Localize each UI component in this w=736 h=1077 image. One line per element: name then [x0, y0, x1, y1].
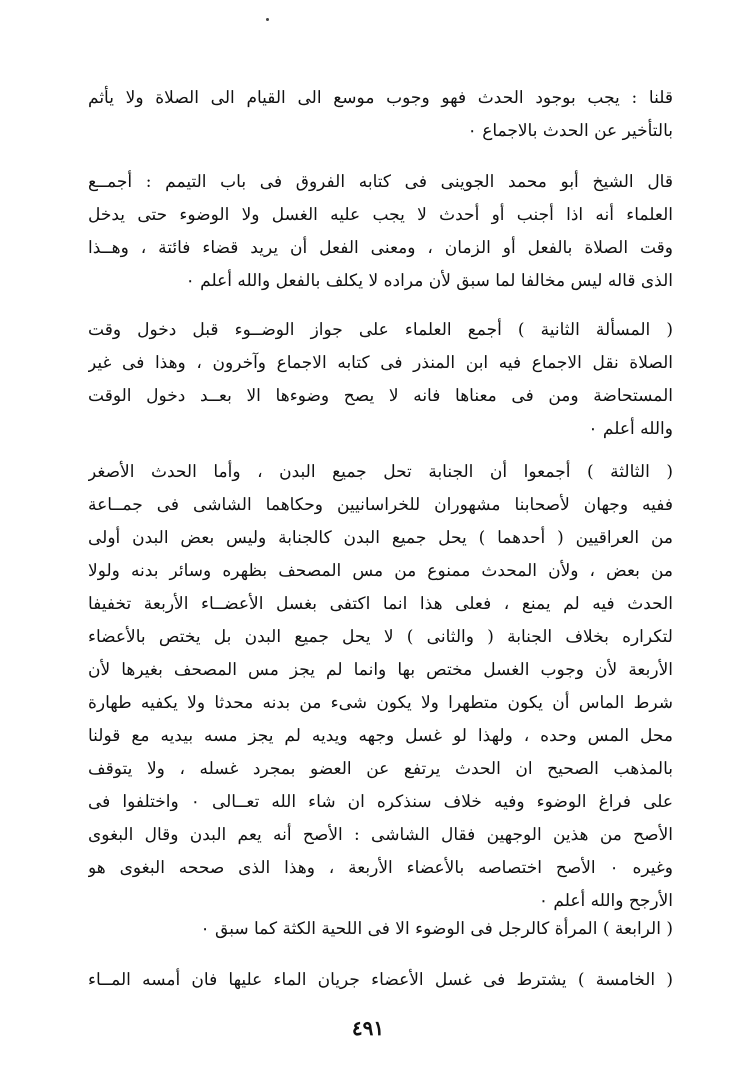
- paragraph-fourth-issue: [88, 913, 673, 946]
- text-line: على فراغ الوضوء وفيه خلاف سنذكره ان شاء الله تعــالى ٠ واختلفوا فى: [88, 792, 673, 812]
- paragraph-fifth-issue: [88, 964, 673, 997]
- text-line: الأربعة لأن وجوب الغسل مختص بها وانما لم يجز مس المصحف بغيرها لأن: [88, 660, 673, 680]
- text-line: ( الثالثة ) أجمعوا أن الجنابة تحل جميع البدن ، وأما الحدث الأصغر: [88, 462, 673, 482]
- text-line: بالتأخير عن الحدث بالاجماع ٠: [467, 121, 673, 141]
- text-line: ( الخامسة ) يشترط فى غسل الأعضاء جريان الماء عليها فان أمسه المــاء: [88, 970, 673, 990]
- page-number: ٤٩١: [351, 1016, 385, 1040]
- text-line: وغيره ٠ الأصح اختصاصه بالأعضاء الأربعة ، وهذا الذى صححه البغوى هو: [88, 858, 673, 878]
- print-speck: [266, 18, 269, 21]
- text-line: من بعض ، ولأن المحدث ممنوع من مس المصحف بظهره وسائر بدنه ولولا: [88, 561, 673, 581]
- paragraph-intro: [88, 82, 673, 148]
- text-line: الأرجح والله أعلم ٠: [538, 891, 673, 911]
- text-line: وقت الصلاة بالفعل أو الزمان ، ومعنى الفعل أن يريد قضاء فائتة ، وهــذا: [88, 238, 673, 258]
- paragraph-second-issue: [88, 314, 673, 446]
- text-line: المستحاضة ومن فى معناها فانه لا يصح وضوءها الا بعــد دخول الوقت: [88, 386, 673, 406]
- text-line: محل المس وحده ، ولهذا لو غسل وجهه ويديه لم يجز مسه بيديه مع قولنا: [88, 726, 673, 746]
- text-line: الحدث فيه لم يمنع ، فعلى هذا انما اكتفى بغسل الأعضــاء الأربعة تخفيفا: [88, 594, 673, 614]
- text-line: شرط الماس أن يكون متطهرا ولا يكون شىء من بدنه محدثا ولا يكفيه طهارة: [88, 693, 673, 713]
- text-line: الأصح من هذين الوجهين فقال الشاشى : الأصح أنه يعم البدن وقال البغوى: [88, 825, 673, 845]
- text-line: قال الشيخ أبو محمد الجوينى فى كتابه الفروق فى باب التيمم : أجمــع: [88, 172, 673, 192]
- paragraph-juwayni: [88, 166, 673, 298]
- text-line: قلنا : يجب بوجود الحدث فهو وجوب موسع الى القيام الى الصلاة ولا يأثم: [88, 88, 673, 108]
- text-line: ( المسألة الثانية ) أجمع العلماء على جواز الوضــوء قبل دخول وقت: [88, 320, 673, 340]
- text-line: الصلاة نقل الاجماع فيه ابن المنذر فى كتابه الاجماع وآخرون ، وهذا فى غير: [88, 353, 673, 373]
- text-line: الذى قاله ليس مخالفا لما سبق لأن مراده لا يكلف بالفعل والله أعلم ٠: [185, 271, 673, 291]
- paragraph-third-issue: [88, 456, 673, 918]
- text-line: بالمذهب الصحيح ان الحدث يرتفع عن العضو بمجرد غسله ، ولا يتوقف: [88, 759, 673, 779]
- text-line: من العراقيين ( أحدهما ) يحل جميع البدن كالجنابة وليس بعض البدن أولى: [88, 528, 673, 548]
- text-line: ( الرابعة ) المرأة كالرجل فى الوضوء الا فى اللحية الكثة كما سبق ٠: [200, 919, 673, 939]
- text-line: لتكراره بخلاف الجنابة ( والثانى ) لا يحل جميع البدن بل يختص بالأعضاء: [88, 627, 673, 647]
- text-line: والله أعلم ٠: [588, 419, 673, 439]
- text-line: ففيه وجهان لأصحابنا مشهوران للخراسانيين وحكاهما الشاشى فى جمــاعة: [88, 495, 673, 515]
- text-line: العلماء أنه اذا أجنب أو أحدث لا يجب عليه الغسل ولا الوضوء حتى يدخل: [88, 205, 673, 225]
